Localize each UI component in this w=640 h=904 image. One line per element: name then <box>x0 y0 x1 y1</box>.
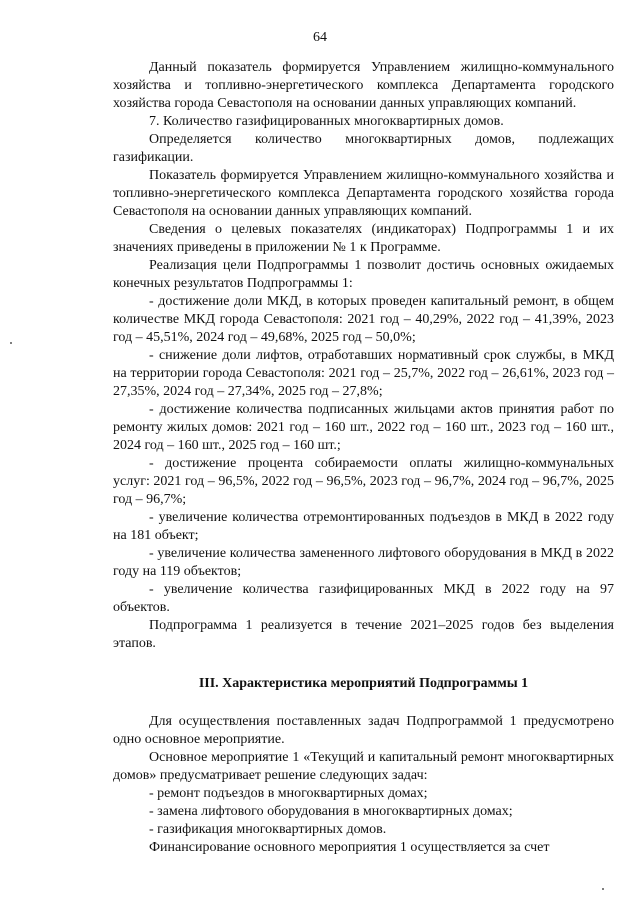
scan-speck <box>602 888 604 890</box>
result-item: - достижение процента собираемости оплаты жилищно-коммунальных услуг: 2021 год – 96,5%, 2022 год – 96,5%, 2023 год – 96,7%, 2024 год – 96,7%, 2025 год – 96,7%; <box>113 456 614 507</box>
result-item: - увеличение количества отремонтированных подъездов в МКД в 2022 году на 181 объект; <box>113 510 614 543</box>
paragraph: Сведения о целевых показателях (индикаторах) Подпрограммы 1 и их значениях приведены в приложении № 1 к Программе. <box>113 222 614 255</box>
result-item: - увеличение количества замененного лифтового оборудования в МКД в 2022 году на 119 объектов; <box>113 546 614 579</box>
paragraph: Для осуществления поставленных задач Подпрограммой 1 предусмотрено одно основное мероприятие. <box>113 714 614 747</box>
task-item: - газификация многоквартирных домов. <box>149 822 387 837</box>
scan-speck <box>10 342 12 344</box>
result-item: - достижение количества подписанных жильцами актов принятия работ по ремонту жилых домов: 2021 год – 160 шт., 2022 год – 160 шт., 2023 год – 160 шт., 2024 год – 160 шт., 2025 год – 160 шт.; <box>113 402 614 453</box>
paragraph: Финансирование основного мероприятия 1 осуществляется за счет <box>149 840 550 855</box>
task-item: - ремонт подъездов в многоквартирных домах; <box>149 786 428 801</box>
section-heading: III. Характеристика мероприятий Подпрограммы 1 <box>198 676 529 691</box>
result-item: - снижение доли лифтов, отработавших нормативный срок службы, в МКД на территории города Севастополя: 2021 год – 25,7%, 2022 год – 26,61%, 2023 год – 27,35%, 2024 год – 27,34%, 2025 год – 27,8%; <box>113 348 614 399</box>
task-item: - замена лифтового оборудования в многоквартирных домах; <box>149 804 513 819</box>
result-item: - увеличение количества газифицированных МКД в 2022 году на 97 объектов. <box>113 582 614 615</box>
paragraph: 7. Количество газифицированных многоквартирных домов. <box>149 114 504 129</box>
paragraph: Показатель формируется Управлением жилищно-коммунального хозяйства и топливно-энергетического комплекса Департамента городского хозяйства города Севастополя на основании данных управляющих компаний. <box>113 168 614 219</box>
paragraph: Данный показатель формируется Управлением жилищно-коммунального хозяйства и топливно-энергетического комплекса Департамента городского хозяйства города Севастополя на основании данных управляющих компаний. <box>113 60 614 111</box>
paragraph: Основное мероприятие 1 «Текущий и капитальный ремонт многоквартирных домов» предусматривает решение следующих задач: <box>113 750 614 783</box>
paragraph: Реализация цели Подпрограммы 1 позволит достичь основных ожидаемых конечных результатов Подпрограммы 1: <box>113 258 614 291</box>
result-item: - достижение доли МКД, в которых проведен капитальный ремонт, в общем количестве МКД города Севастополя: 2021 год – 40,29%, 2022 год – 41,39%, 2023 год – 45,51%, 2024 год – 49,68%, 2025 год – 50,0%; <box>113 294 614 345</box>
paragraph: Подпрограмма 1 реализуется в течение 2021–2025 годов без выделения этапов. <box>113 618 614 651</box>
document-body <box>113 59 614 857</box>
paragraph: Определяется количество многоквартирных домов, подлежащих газификации. <box>113 132 614 165</box>
page-number: 64 <box>313 30 327 45</box>
